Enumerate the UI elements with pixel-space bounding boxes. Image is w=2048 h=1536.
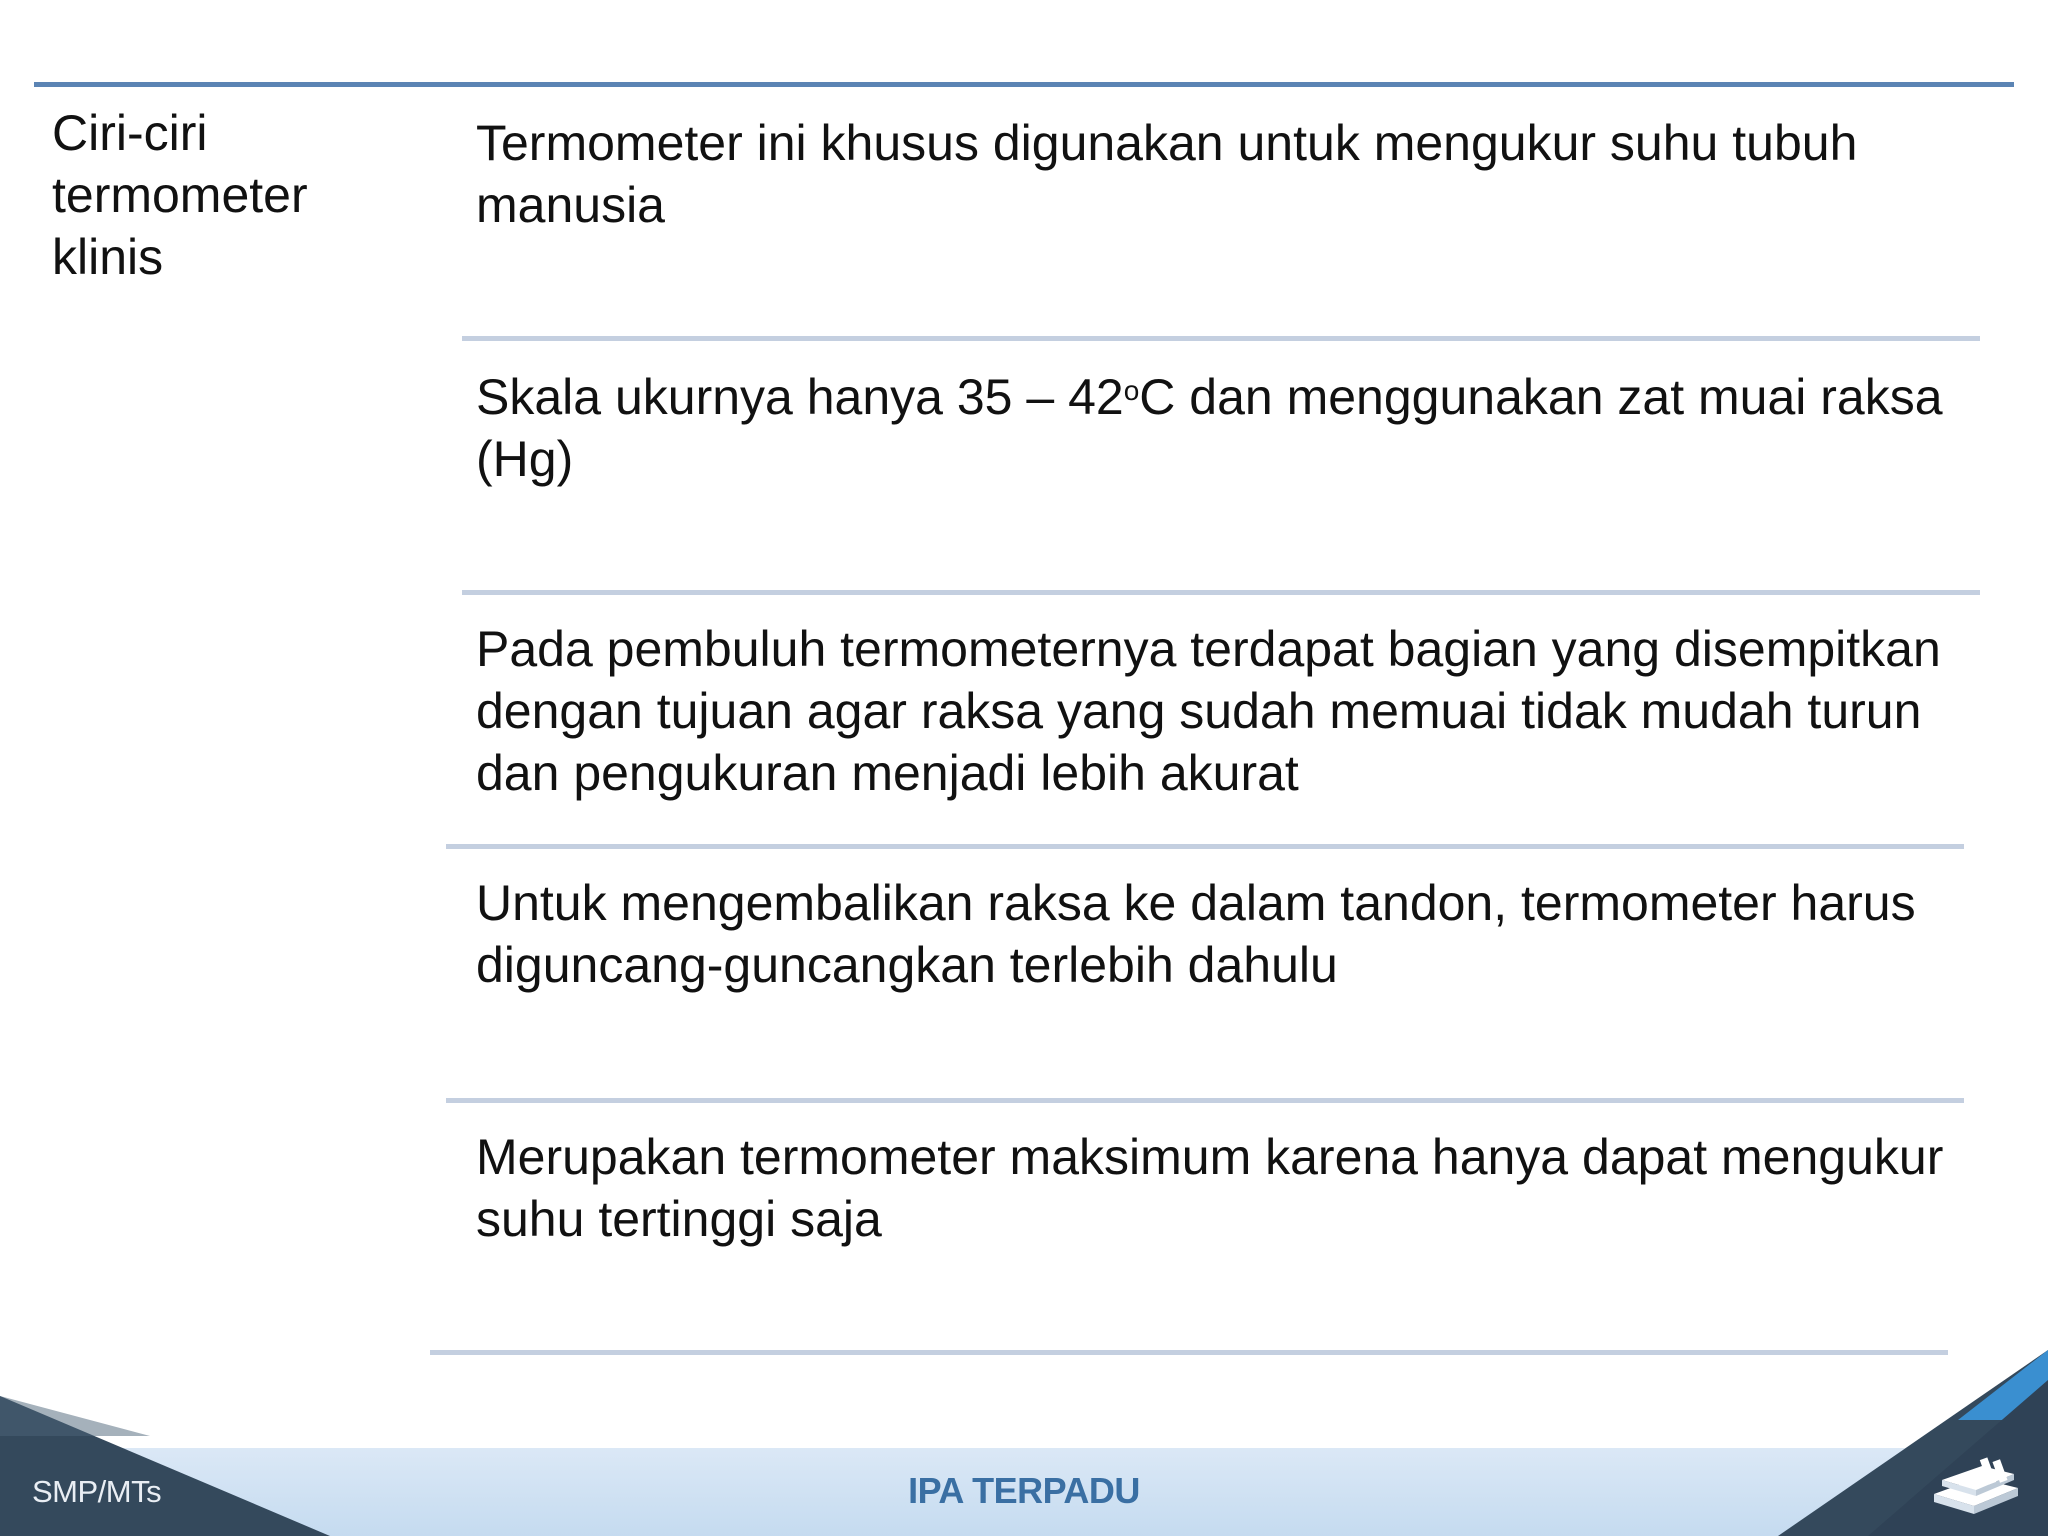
divider-4	[446, 1098, 1964, 1103]
feature-item-2	[476, 366, 2016, 490]
feature-item-4: Untuk mengembalikan raksa ke dalam tandon, termometer harus diguncang-guncangkan terlebih dahulu	[476, 875, 1916, 993]
feature-item-2-text: Skala ukurnya hanya 35 – 42	[476, 369, 1124, 425]
degree-superscript: o	[1123, 375, 1140, 406]
footer-level-label: SMP/MTs	[32, 1474, 162, 1509]
top-rule	[34, 82, 2014, 87]
feature-item-3: Pada pembuluh termometernya terdapat bagian yang disempitkan dengan tujuan agar raksa yang sudah memuai tidak mudah turun dan pengukuran menjadi lebih akurat	[476, 621, 1941, 801]
divider-2	[462, 590, 1980, 595]
footer-left-shape	[0, 1396, 330, 1536]
divider-3	[446, 844, 1964, 849]
books-icon	[1930, 1454, 2022, 1520]
section-heading: Ciri-ciri termometer klinis	[52, 105, 308, 285]
footer-subject-title: IPA TERPADU	[908, 1470, 1140, 1511]
feature-item-2-rest: C dan menggunakan zat muai raksa (Hg)	[476, 369, 1943, 487]
feature-item-5: Merupakan termometer maksimum karena hanya dapat mengukur suhu tertinggi saja	[476, 1129, 1944, 1247]
feature-item-1: Termometer ini khusus digunakan untuk mengukur suhu tubuh manusia	[476, 115, 1858, 233]
divider-1	[462, 336, 1980, 341]
